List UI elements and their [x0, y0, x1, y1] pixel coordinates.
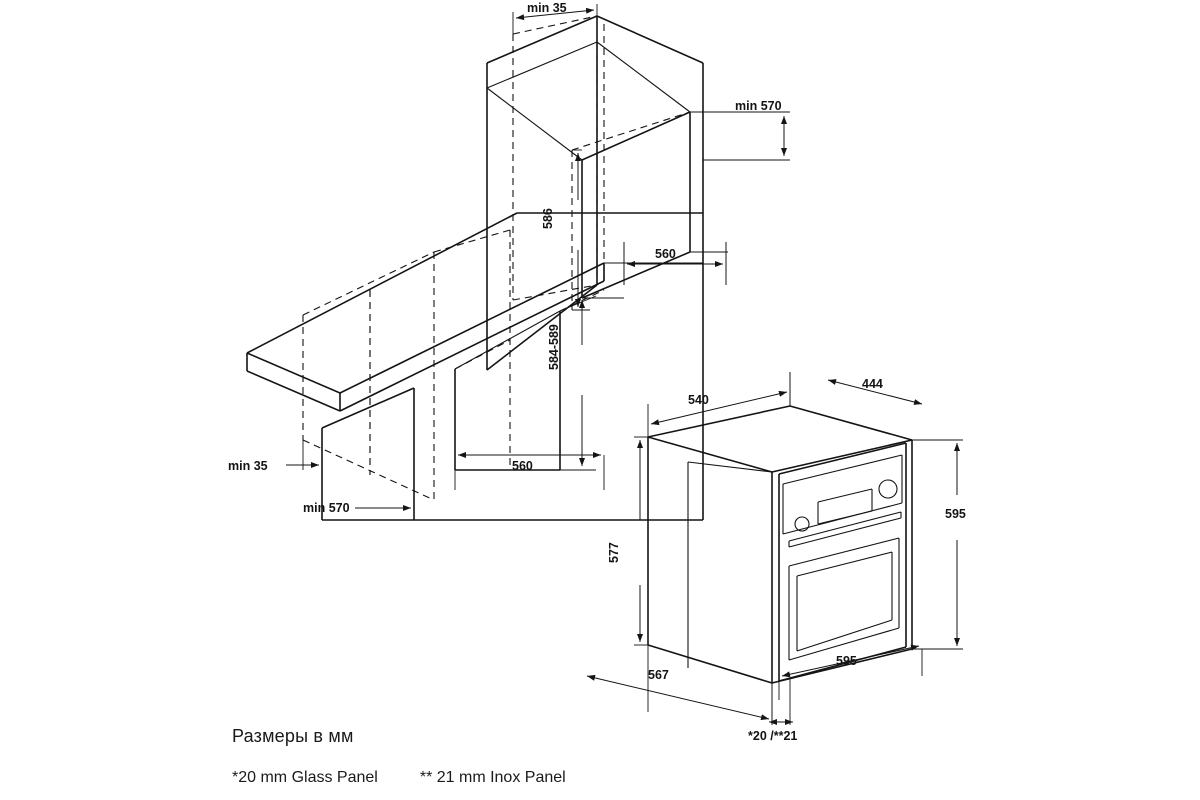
note-glass-panel: *20 mm Glass Panel [232, 769, 378, 786]
dimension-444 [790, 372, 945, 440]
hidden-edges-dashed [303, 16, 690, 500]
dim-label-560-upper: 560 [655, 247, 676, 261]
dim-label-540: 540 [688, 393, 709, 407]
dimension-584-589 [547, 296, 596, 470]
caption-block [232, 726, 932, 787]
dim-label-586: 586 [541, 208, 555, 229]
dim-label-567: 567 [648, 668, 669, 682]
oven-front-panel [779, 443, 906, 681]
dim-label-panel-thickness: *20 /**21 [748, 729, 798, 743]
dim-label-top-min-35: min 35 [527, 1, 567, 15]
dimension-540 [648, 372, 790, 437]
dim-label-577: 577 [607, 542, 621, 563]
note-inox-panel: ** 21 mm Inox Panel [419, 769, 566, 786]
countertop-slab [247, 213, 703, 411]
dim-label-560-lower: 560 [512, 459, 533, 473]
dimension-min-570-lower [303, 501, 414, 520]
dim-label-584-589: 584-589 [547, 324, 561, 370]
dim-label-595-height: 595 [945, 507, 966, 521]
view-installation-niche [228, 1, 790, 520]
dim-label-595-width: 595 [836, 654, 857, 668]
dim-label-444: 444 [862, 377, 883, 391]
dim-label-min-35-lower: min 35 [228, 459, 268, 473]
lower-cabinet-outline [322, 311, 703, 520]
dimension-577 [607, 437, 648, 645]
upper-cabinet-outline [487, 16, 703, 448]
dimension-595-width [779, 646, 922, 700]
dimension-min-570-upper [690, 99, 790, 160]
dim-label-min-570-lower: min 570 [303, 501, 350, 515]
dimension-min-35-lower [228, 440, 322, 475]
view-oven-isometric [587, 372, 966, 743]
caption-units: Размеры в мм [232, 726, 354, 746]
dimension-567 [587, 645, 772, 725]
panel-notes [232, 769, 932, 787]
dimension-top-min-35 [513, 1, 597, 34]
dimension-595-height [912, 440, 966, 649]
dim-label-min-570-upper: min 570 [735, 99, 782, 113]
